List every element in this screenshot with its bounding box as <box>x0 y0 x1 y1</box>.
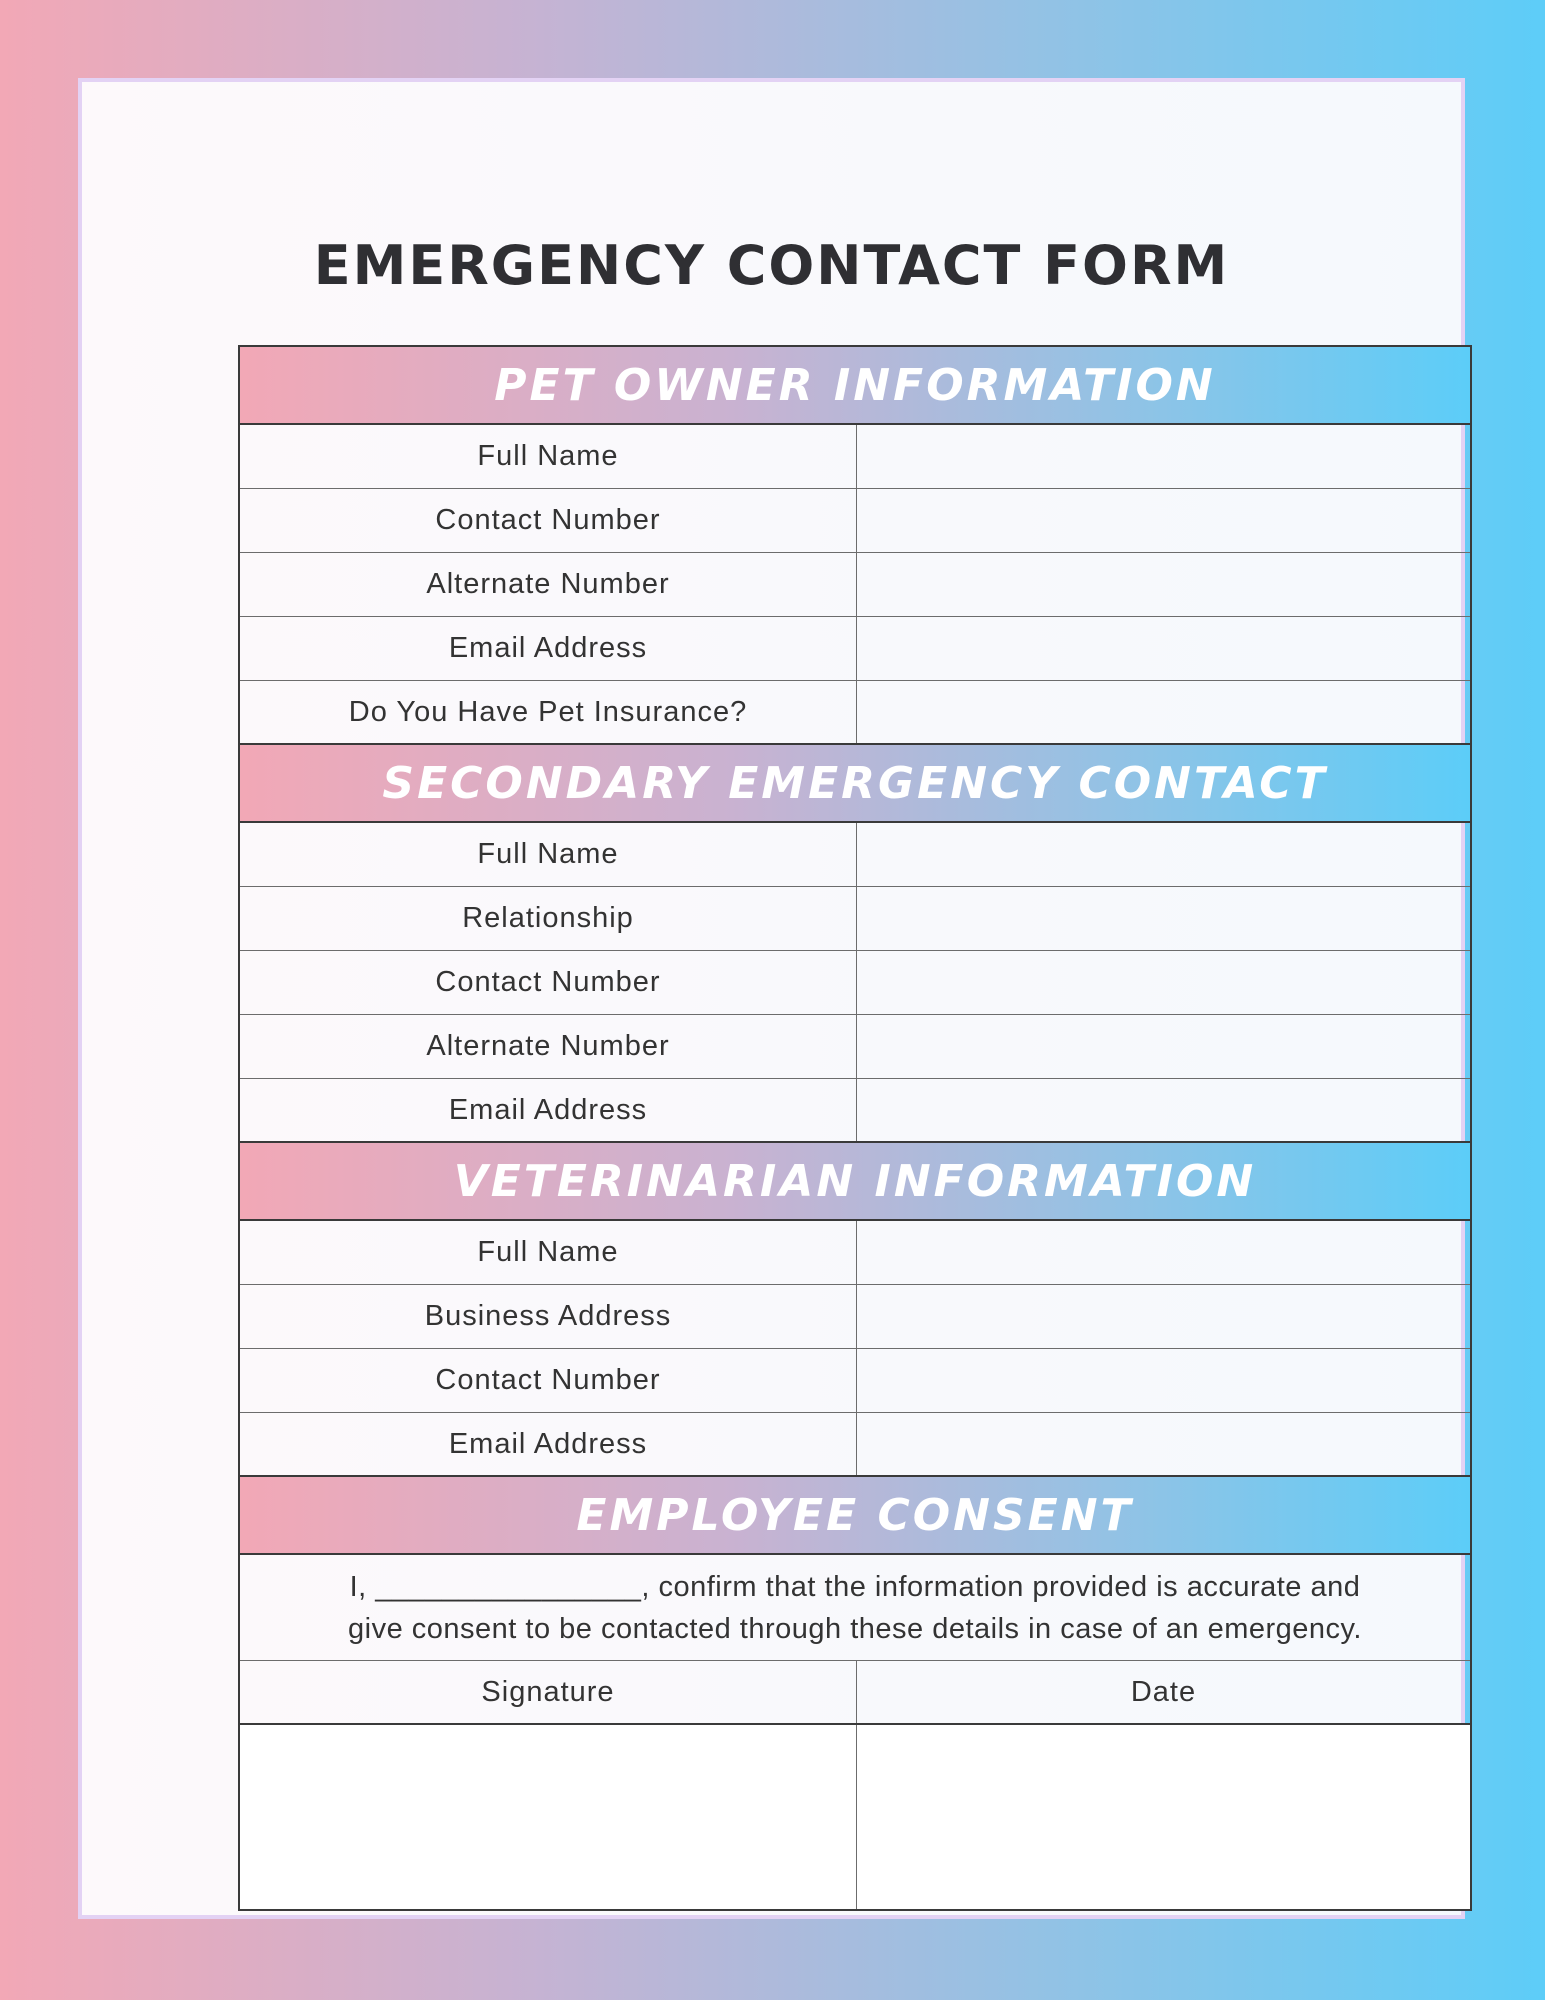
form-row <box>240 489 1470 553</box>
pet-insurance-field[interactable] <box>857 681 1470 743</box>
signature-field[interactable] <box>240 1725 857 1909</box>
field-label: Full Name <box>240 425 857 488</box>
vet-business-address-field[interactable] <box>857 1285 1470 1348</box>
field-label: Email Address <box>240 1413 857 1475</box>
consent-statement <box>240 1555 1470 1661</box>
field-label: Full Name <box>240 823 857 886</box>
date-label: Date <box>1130 1675 1197 1708</box>
form-row <box>240 887 1470 951</box>
vet-contact-number-field[interactable] <box>857 1349 1470 1412</box>
signature-header-row <box>240 1661 1470 1725</box>
consent-line-2: give consent to be contacted through these details in case of an emergency. <box>348 1612 1362 1645</box>
secondary-full-name-field[interactable] <box>857 823 1470 886</box>
field-label: Contact Number <box>240 951 857 1014</box>
form-row <box>240 617 1470 681</box>
form-row <box>240 425 1470 489</box>
secondary-relationship-field[interactable] <box>857 887 1470 950</box>
owner-full-name-field[interactable] <box>857 425 1470 488</box>
form-row <box>240 1285 1470 1349</box>
owner-contact-number-field[interactable] <box>857 489 1470 552</box>
field-label: Relationship <box>240 887 857 950</box>
field-label: Do You Have Pet Insurance? <box>240 681 857 743</box>
owner-email-field[interactable] <box>857 617 1470 680</box>
field-label: Contact Number <box>240 1349 857 1412</box>
vet-email-field[interactable] <box>857 1413 1470 1475</box>
form-row <box>240 951 1470 1015</box>
secondary-contact-number-field[interactable] <box>857 951 1470 1014</box>
form-row <box>240 1015 1470 1079</box>
field-label: Email Address <box>240 1079 857 1141</box>
secondary-email-field[interactable] <box>857 1079 1470 1141</box>
emergency-contact-form <box>238 345 1472 1911</box>
form-row <box>240 681 1470 745</box>
form-page <box>78 78 1465 1919</box>
form-row <box>240 1221 1470 1285</box>
field-label: Alternate Number <box>240 1015 857 1078</box>
form-row <box>240 1349 1470 1413</box>
page-title: EMERGENCY CONTACT FORM <box>313 234 1230 297</box>
field-label: Alternate Number <box>240 553 857 616</box>
signature-label: Signature <box>240 1661 857 1723</box>
form-row <box>240 1079 1470 1143</box>
vet-full-name-field[interactable] <box>857 1221 1470 1284</box>
date-field[interactable] <box>857 1725 1470 1909</box>
consent-line-1: I, ________________, confirm that the information provided is accurate and <box>349 1570 1361 1603</box>
form-row <box>240 823 1470 887</box>
owner-alternate-number-field[interactable] <box>857 553 1470 616</box>
section-header-pet-owner: PET OWNER INFORMATION <box>240 347 1470 425</box>
field-label: Email Address <box>240 617 857 680</box>
secondary-alternate-number-field[interactable] <box>857 1015 1470 1078</box>
signature-row <box>240 1725 1470 1909</box>
field-label: Full Name <box>240 1221 857 1284</box>
field-label: Business Address <box>240 1285 857 1348</box>
section-header-secondary-contact: SECONDARY EMERGENCY CONTACT <box>240 745 1470 823</box>
section-header-veterinarian: VETERINARIAN INFORMATION <box>240 1143 1470 1221</box>
form-row <box>240 553 1470 617</box>
field-label: Contact Number <box>240 489 857 552</box>
section-header-employee-consent: EMPLOYEE CONSENT <box>240 1477 1470 1555</box>
form-row <box>240 1413 1470 1477</box>
